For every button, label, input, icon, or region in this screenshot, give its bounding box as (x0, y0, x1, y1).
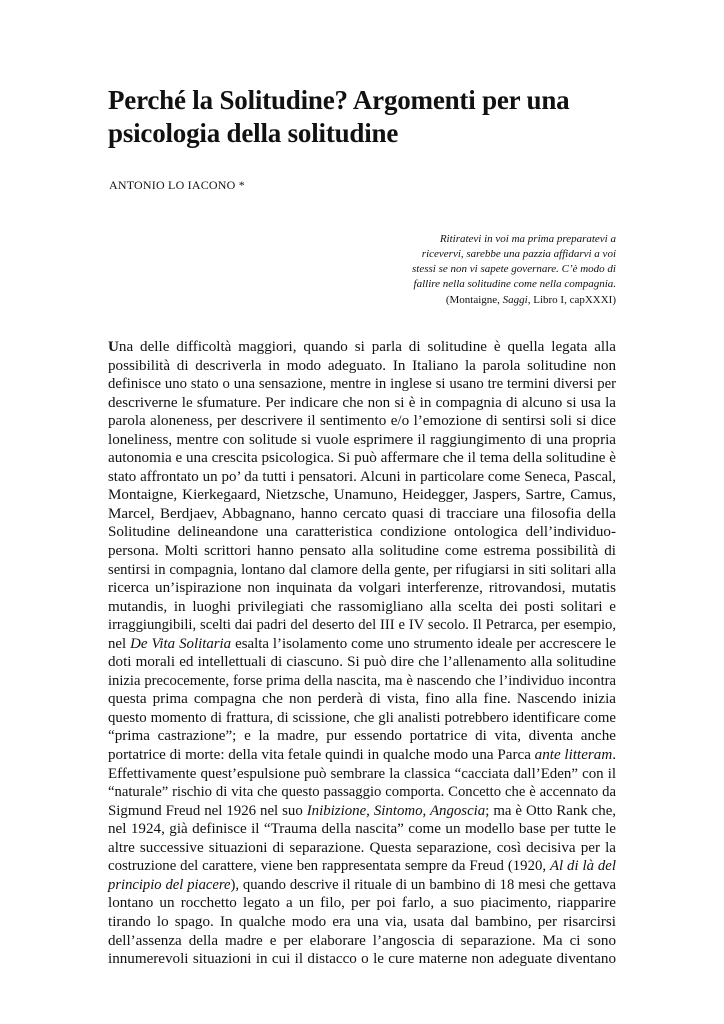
citation-suffix: , Libro I, capXXXI) (527, 294, 616, 306)
body-line: sentirsi in compagnia, lontano dal clamore della gente, per rifugiarsi in siti solitari alla (108, 561, 616, 578)
citation-prefix: (Montaigne, (445, 294, 503, 306)
author-name: ANTONIO LO IACONO * (109, 178, 245, 192)
epigraph-line: stessi se non vi sapete governare. C’è modo di (412, 263, 616, 275)
body-paragraph (108, 338, 616, 969)
body-line: stato affrontato un po’ da tutti i pensatori. Alcuni in particolare come Seneca, Pascal, (108, 468, 616, 485)
body-line: innumerevoli situazioni in cui il distacco o le cure materne non adeguate diventano (108, 951, 616, 968)
epigraph-citation (446, 293, 616, 308)
body-line: mutandis, in luoghi privilegiati che rassomigliano alla scelta dei posti solitari e (108, 598, 616, 615)
body-line: nel 1924, già definisce il “Trauma della nascita” come un modello base per tutte le (108, 821, 616, 838)
body-line: Marcel, Berdjaev, Abbagnano, hanno cercato quasi di tracciare una filosofia della (108, 505, 616, 522)
body-line: irraggiungibili, scelti dai padri del deserto del III e IV secolo. Il Petrarca, per esempio, (108, 617, 616, 634)
body-line: portatrice di morte: della vita fetale quindi in qualche modo una Parca ante litteram. (108, 747, 617, 764)
body-line: dell’assenza della madre e per elaborare l’angoscia di separazione. Ma ci sono (108, 932, 616, 949)
body-line: questo momento di frattura, di scissione, che gli analisti potrebbero identificare come (108, 709, 616, 726)
body-line: inizia precocemente, forse prima della nascita, ma è nascendo che l’individuo incontra (108, 672, 616, 689)
body-line: lontano un rocchetto legato a un filo, per poi farlo, a suo piacimento, riapparire (108, 895, 616, 912)
drop-cap: U (108, 339, 119, 355)
work-title: principio del piacere (108, 876, 231, 893)
body-line: Una delle difficoltà maggiori, quando si parla di solitudine è quella legata alla (108, 339, 616, 355)
body-line: principio del piacere), quando descrive il rituale di un bambino di 18 mesi che gettava (108, 876, 616, 893)
body-line: costruzione del carattere, viene ben rappresentata sempre da Freud (1920, Al di là del (108, 858, 616, 875)
body-line: “prima castrazione”; e la madre, pur essendo portatrice di vita, diventa anche (108, 728, 616, 745)
body-line: doti morali ed intellettuali di ciascuno. Si può dire che l’allenamento alla solitudine (108, 654, 616, 671)
epigraph-line: Ritiratevi in voi ma prima preparatevi a (439, 233, 616, 245)
body-line: Sigmund Freud nel 1926 nel suo Inibizione, Sintomo, Angoscia; ma è Otto Rank che, (108, 802, 617, 819)
article-title: Perché la Solitudine? Argomenti per una psicologia della solitudine (108, 85, 570, 148)
epigraph (401, 232, 616, 292)
work-title: Al di là del (550, 858, 616, 875)
body-line: Montaigne, Kierkegaard, Nietzsche, Unamuno, Heidegger, Jaspers, Sartre, Camus, (108, 487, 616, 504)
work-title: Inibizione, Sintomo, Angoscia (306, 802, 486, 819)
body-line: tirando lo spago. In qualche modo era una via, usata dal bambino, per risarcirsi (108, 913, 616, 930)
body-line: autonomia e una crescita psicologica. Si può affermare che il tema della solitudine è (108, 450, 616, 467)
body-line: ricerca un’ispirazione non inquinata da volgari interferenze, ritrovandosi, mutatis (108, 580, 616, 597)
body-line: persona. Molti scrittori hanno pensato alla solitudine come estrema possibilità di (108, 543, 616, 560)
epigraph-line: fallire nella solitudine come nella compagnia. (413, 278, 616, 290)
body-line: possibilità di descriverla in modo adeguato. In Italiano la parola solitudine non (108, 357, 616, 374)
body-line: altre successive situazioni di separazione. Questa separazione, così decisiva per la (108, 839, 616, 856)
body-line: Solitudine delineandone una caratteristica condizione ontologica dell’individuo- (108, 524, 616, 541)
citation-work: Saggi (502, 294, 528, 306)
body-line: “naturale” rischio di vita che questo passaggio comporta. Concetto che è accennato da (108, 784, 616, 801)
body-line: descriverne le sfumature. Per indicare che non si è in compagnia di alcuno si usa la (108, 394, 616, 411)
epigraph-line: ricevervi, sarebbe una pazzia affidarvi a voi (421, 248, 616, 260)
latin-phrase: ante litteram (534, 747, 613, 764)
body-line: loneliness, mentre con solitude si vuole esprimere il raggiungimento di una propria (108, 431, 616, 448)
body-line: nel De Vita Solitaria esalta l’isolamento come uno strumento ideale per accrescere le (108, 635, 616, 652)
body-line: Effettivamente quest’espulsione può sembrare la classica “cacciata dall’Eden” con il (108, 765, 616, 782)
body-line: definisce uno stato o una sensazione, mentre in inglese si usano tre termini diversi per (108, 376, 616, 393)
body-line: parola aloneness, per descrivere il sentimento e/o l’emozione di sentirsi soli si dice (108, 413, 616, 430)
work-title: De Vita Solitaria (130, 635, 232, 652)
body-line: questa prima compagna che non perderà di vista, fino alla fine. Nascendo inizia (108, 691, 616, 708)
